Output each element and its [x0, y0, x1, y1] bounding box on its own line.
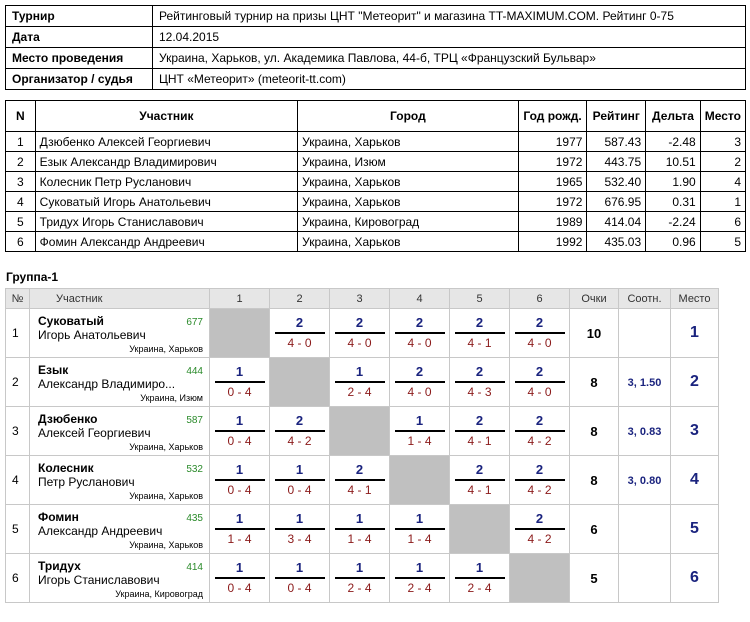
place-value: 5	[690, 520, 699, 537]
player-rating: 587	[186, 415, 203, 426]
place-value: 2	[690, 373, 699, 390]
match-result	[515, 461, 565, 499]
points-cell	[570, 505, 619, 554]
match-score: 1 - 4	[407, 434, 432, 448]
points-value: 8	[590, 472, 598, 488]
header-place: Место	[700, 101, 745, 132]
ratio-cell	[619, 407, 671, 456]
info-label: Место проведения	[6, 48, 153, 69]
ratio-cell	[619, 554, 671, 603]
match-result	[215, 461, 265, 499]
player-surname: Колесник	[38, 461, 94, 475]
match-points: 1	[275, 461, 325, 481]
participant-place: 2	[700, 152, 745, 172]
match-result-cell	[390, 407, 450, 456]
group-row	[6, 358, 719, 407]
match-result-cell	[210, 505, 270, 554]
participant-name: Фомин Александр Андреевич	[35, 232, 297, 252]
match-result-cell	[270, 407, 330, 456]
info-label: Дата	[6, 27, 153, 48]
participants-table	[5, 100, 746, 252]
match-points: 2	[455, 314, 505, 334]
match-score: 4 - 2	[287, 434, 312, 448]
match-result-cell	[210, 407, 270, 456]
points-value: 8	[590, 423, 598, 439]
player-fullname: Александр Андреевич	[38, 524, 163, 538]
player-city: Украина, Харьков	[129, 540, 203, 550]
match-result-cell	[330, 456, 390, 505]
ratio-cell	[619, 456, 671, 505]
group-player-cell	[30, 456, 210, 505]
participant-name: Дзюбенко Алексей Георгиевич	[35, 132, 297, 152]
match-score: 0 - 4	[227, 434, 252, 448]
info-row	[6, 48, 746, 69]
participant-delta: -2.48	[646, 132, 701, 152]
participant-birth-year: 1989	[518, 212, 587, 232]
match-score: 3 - 4	[287, 532, 312, 546]
participant-birth-year: 1992	[518, 232, 587, 252]
match-result	[455, 363, 505, 401]
participant-delta: 0.31	[646, 192, 701, 212]
match-points: 2	[395, 363, 445, 383]
header-delta: Дельта	[646, 101, 701, 132]
participant-number: 3	[6, 172, 36, 192]
match-points: 2	[335, 461, 385, 481]
match-points: 2	[335, 314, 385, 334]
match-result-cell	[390, 358, 450, 407]
match-result-cell	[330, 309, 390, 358]
match-result	[455, 559, 505, 597]
info-value: ЦНТ «Метеорит» (meteorit-tt.com)	[153, 69, 746, 90]
match-result-cell	[210, 358, 270, 407]
info-value: 12.04.2015	[153, 27, 746, 48]
match-result-cell	[330, 505, 390, 554]
participant-row	[6, 232, 746, 252]
player-city: Украина, Изюм	[140, 393, 203, 403]
match-result-cell	[450, 309, 510, 358]
group-row	[6, 456, 719, 505]
match-score: 0 - 4	[287, 483, 312, 497]
self-match-cell	[510, 554, 570, 603]
match-result-cell	[510, 456, 570, 505]
tournament-info-table	[5, 5, 746, 90]
participant-rating: 414.04	[587, 212, 646, 232]
match-points: 2	[515, 461, 565, 481]
group-player-cell	[30, 358, 210, 407]
group-player-cell	[30, 309, 210, 358]
group-cross-table	[5, 288, 719, 603]
self-match-cell	[210, 309, 270, 358]
group-row-number: 2	[6, 358, 30, 407]
match-score: 1 - 4	[407, 532, 432, 546]
match-result-cell	[390, 505, 450, 554]
participant-place: 4	[700, 172, 745, 192]
participant-delta: 0.96	[646, 232, 701, 252]
place-value: 4	[690, 471, 699, 488]
match-result-cell	[510, 358, 570, 407]
group-player-cell	[30, 554, 210, 603]
match-result-cell	[450, 554, 510, 603]
match-result	[335, 363, 385, 401]
participant-place: 3	[700, 132, 745, 152]
match-result	[455, 412, 505, 450]
match-points: 1	[395, 510, 445, 530]
participant-city: Украина, Харьков	[298, 172, 518, 192]
points-value: 5	[590, 570, 598, 586]
match-score: 4 - 0	[407, 336, 432, 350]
participant-rating: 676.95	[587, 192, 646, 212]
player-rating: 444	[186, 366, 203, 377]
match-points: 1	[215, 363, 265, 383]
participant-row	[6, 212, 746, 232]
group-row-number: 3	[6, 407, 30, 456]
match-result-cell	[450, 456, 510, 505]
match-score: 4 - 1	[467, 434, 492, 448]
player-rating: 414	[186, 562, 203, 573]
participant-city: Украина, Харьков	[298, 232, 518, 252]
match-result-cell	[270, 505, 330, 554]
match-result-cell	[270, 456, 330, 505]
self-match-cell	[450, 505, 510, 554]
player-surname: Фомин	[38, 510, 79, 524]
participant-city: Украина, Харьков	[298, 192, 518, 212]
match-score: 2 - 4	[407, 581, 432, 595]
match-points: 1	[215, 461, 265, 481]
match-score: 2 - 4	[467, 581, 492, 595]
match-result-cell	[330, 554, 390, 603]
participant-name: Езык Александр Владимирович	[35, 152, 297, 172]
match-score: 4 - 2	[527, 434, 552, 448]
player-fullname: Петр Русланович	[38, 475, 135, 489]
match-score: 4 - 1	[347, 483, 372, 497]
points-cell	[570, 358, 619, 407]
group-header-col: 2	[270, 289, 330, 309]
match-result-cell	[450, 407, 510, 456]
points-value: 10	[586, 325, 602, 341]
match-points: 1	[335, 559, 385, 579]
match-score: 4 - 0	[527, 385, 552, 399]
header-city: Город	[298, 101, 518, 132]
ratio-value: 3, 0.80	[627, 475, 662, 487]
match-score: 4 - 1	[467, 336, 492, 350]
match-result	[335, 461, 385, 499]
points-cell	[570, 456, 619, 505]
participant-row	[6, 132, 746, 152]
participant-birth-year: 1972	[518, 192, 587, 212]
match-result	[395, 510, 445, 548]
group-row-number: 1	[6, 309, 30, 358]
match-result-cell	[510, 309, 570, 358]
participant-delta: 10.51	[646, 152, 701, 172]
match-result	[215, 559, 265, 597]
match-result	[515, 412, 565, 450]
participant-name: Суковатый Игорь Анатольевич	[35, 192, 297, 212]
match-score: 1 - 4	[347, 532, 372, 546]
info-label: Организатор / судья	[6, 69, 153, 90]
match-points: 2	[515, 510, 565, 530]
match-result-cell	[510, 407, 570, 456]
participant-number: 6	[6, 232, 36, 252]
match-points: 1	[335, 510, 385, 530]
player-surname: Дзюбенко	[38, 412, 98, 426]
match-score: 4 - 0	[407, 385, 432, 399]
match-points: 1	[275, 559, 325, 579]
match-points: 2	[455, 461, 505, 481]
match-score: 4 - 0	[527, 336, 552, 350]
points-cell	[570, 309, 619, 358]
points-cell	[570, 407, 619, 456]
place-cell	[671, 407, 719, 456]
participant-number: 4	[6, 192, 36, 212]
match-score: 0 - 4	[227, 385, 252, 399]
match-points: 2	[395, 314, 445, 334]
group-header-col: 3	[330, 289, 390, 309]
place-cell	[671, 309, 719, 358]
participant-number: 2	[6, 152, 36, 172]
player-fullname: Александр Владимиро...	[38, 377, 176, 391]
match-result	[275, 314, 325, 352]
player-surname: Езык	[38, 363, 69, 377]
player-city: Украина, Кировоград	[115, 589, 203, 599]
match-result	[395, 363, 445, 401]
match-points: 1	[395, 559, 445, 579]
group-row	[6, 554, 719, 603]
match-score: 2 - 4	[347, 581, 372, 595]
group-header-place: Место	[671, 289, 719, 309]
match-result-cell	[450, 358, 510, 407]
match-score: 4 - 0	[347, 336, 372, 350]
ratio-cell	[619, 358, 671, 407]
match-score: 4 - 0	[287, 336, 312, 350]
match-result	[275, 412, 325, 450]
header-birth-year: Год рожд.	[518, 101, 587, 132]
points-cell	[570, 554, 619, 603]
group-header-col: 4	[390, 289, 450, 309]
info-row	[6, 6, 746, 27]
player-fullname: Игорь Анатольевич	[38, 328, 146, 342]
ratio-cell	[619, 505, 671, 554]
match-score: 0 - 4	[287, 581, 312, 595]
group-player-cell	[30, 407, 210, 456]
player-surname: Тридух	[38, 559, 81, 573]
participant-row	[6, 172, 746, 192]
match-points: 2	[275, 412, 325, 432]
match-points: 1	[215, 559, 265, 579]
group-header-player: Участник	[30, 289, 210, 309]
group-header-num: №	[6, 289, 30, 309]
match-result-cell	[330, 358, 390, 407]
match-result	[275, 461, 325, 499]
ratio-cell	[619, 309, 671, 358]
match-points: 2	[275, 314, 325, 334]
match-score: 4 - 3	[467, 385, 492, 399]
place-cell	[671, 554, 719, 603]
match-result	[215, 363, 265, 401]
group-header-col: 1	[210, 289, 270, 309]
participant-row	[6, 192, 746, 212]
info-value: Украина, Харьков, ул. Академика Павлова, 44-б, ТРЦ «Французский Бульвар»	[153, 48, 746, 69]
participant-rating: 443.75	[587, 152, 646, 172]
participant-birth-year: 1977	[518, 132, 587, 152]
self-match-cell	[270, 358, 330, 407]
match-result-cell	[390, 554, 450, 603]
match-result	[215, 412, 265, 450]
participant-number: 1	[6, 132, 36, 152]
match-result	[395, 412, 445, 450]
match-result-cell	[390, 309, 450, 358]
group-row-number: 4	[6, 456, 30, 505]
group-header-col: 6	[510, 289, 570, 309]
ratio-value: 3, 0.83	[627, 426, 662, 438]
match-result	[515, 314, 565, 352]
match-result-cell	[210, 554, 270, 603]
participant-birth-year: 1965	[518, 172, 587, 192]
group-header-col: 5	[450, 289, 510, 309]
place-cell	[671, 505, 719, 554]
player-city: Украина, Харьков	[129, 442, 203, 452]
player-rating: 435	[186, 513, 203, 524]
match-score: 4 - 1	[467, 483, 492, 497]
place-value: 1	[690, 324, 699, 341]
match-result	[455, 461, 505, 499]
group-title: Группа-1	[6, 270, 59, 284]
match-result	[215, 510, 265, 548]
match-score: 0 - 4	[227, 581, 252, 595]
participant-city: Украина, Харьков	[298, 132, 518, 152]
match-points: 2	[515, 412, 565, 432]
match-result-cell	[270, 309, 330, 358]
match-result	[275, 510, 325, 548]
participant-rating: 532.40	[587, 172, 646, 192]
match-points: 2	[455, 363, 505, 383]
participant-delta: 1.90	[646, 172, 701, 192]
match-score: 2 - 4	[347, 385, 372, 399]
group-row	[6, 505, 719, 554]
place-value: 3	[690, 422, 699, 439]
match-result	[395, 559, 445, 597]
match-points: 1	[455, 559, 505, 579]
participant-city: Украина, Кировоград	[298, 212, 518, 232]
participant-row	[6, 152, 746, 172]
participant-name: Колесник Петр Русланович	[35, 172, 297, 192]
points-value: 8	[590, 374, 598, 390]
player-rating: 532	[186, 464, 203, 475]
participant-number: 5	[6, 212, 36, 232]
header-n: N	[6, 101, 36, 132]
group-header-row	[6, 289, 719, 309]
self-match-cell	[330, 407, 390, 456]
participant-name: Тридух Игорь Станиславович	[35, 212, 297, 232]
match-result-cell	[270, 554, 330, 603]
player-surname: Суковатый	[38, 314, 104, 328]
participant-place: 5	[700, 232, 745, 252]
match-result	[515, 510, 565, 548]
match-points: 2	[455, 412, 505, 432]
match-points: 1	[215, 510, 265, 530]
participant-place: 1	[700, 192, 745, 212]
match-score: 4 - 2	[527, 483, 552, 497]
group-row	[6, 407, 719, 456]
match-points: 1	[275, 510, 325, 530]
match-result	[335, 559, 385, 597]
info-row	[6, 27, 746, 48]
header-player: Участник	[35, 101, 297, 132]
match-points: 1	[215, 412, 265, 432]
points-value: 6	[590, 521, 598, 537]
player-fullname: Алексей Георгиевич	[38, 426, 151, 440]
match-result-cell	[510, 505, 570, 554]
match-result-cell	[210, 456, 270, 505]
group-row-number: 5	[6, 505, 30, 554]
group-row	[6, 309, 719, 358]
player-city: Украина, Харьков	[129, 344, 203, 354]
match-points: 1	[395, 412, 445, 432]
match-result	[515, 363, 565, 401]
player-fullname: Игорь Станиславович	[38, 573, 160, 587]
match-result	[275, 559, 325, 597]
match-result	[335, 510, 385, 548]
participant-city: Украина, Изюм	[298, 152, 518, 172]
info-value: Рейтинговый турнир на призы ЦНТ "Метеорит" и магазина TT-MAXIMUM.COM. Рейтинг 0-75	[153, 6, 746, 27]
participants-header-row	[6, 101, 746, 132]
participant-delta: -2.24	[646, 212, 701, 232]
self-match-cell	[390, 456, 450, 505]
group-row-number: 6	[6, 554, 30, 603]
ratio-value: 3, 1.50	[627, 377, 662, 389]
match-result	[335, 314, 385, 352]
participant-rating: 587.43	[587, 132, 646, 152]
match-points: 2	[515, 363, 565, 383]
participant-rating: 435.03	[587, 232, 646, 252]
player-city: Украина, Харьков	[129, 491, 203, 501]
match-points: 1	[335, 363, 385, 383]
info-label: Турнир	[6, 6, 153, 27]
info-row	[6, 69, 746, 90]
participant-birth-year: 1972	[518, 152, 587, 172]
group-header-ratio: Соотн.	[619, 289, 671, 309]
player-rating: 677	[186, 317, 203, 328]
match-result	[455, 314, 505, 352]
place-value: 6	[690, 569, 699, 586]
participant-place: 6	[700, 212, 745, 232]
match-score: 0 - 4	[227, 483, 252, 497]
match-points: 2	[515, 314, 565, 334]
group-player-cell	[30, 505, 210, 554]
match-result	[395, 314, 445, 352]
place-cell	[671, 358, 719, 407]
match-score: 1 - 4	[227, 532, 252, 546]
group-header-points: Очки	[570, 289, 619, 309]
match-score: 4 - 2	[527, 532, 552, 546]
place-cell	[671, 456, 719, 505]
header-rating: Рейтинг	[587, 101, 646, 132]
